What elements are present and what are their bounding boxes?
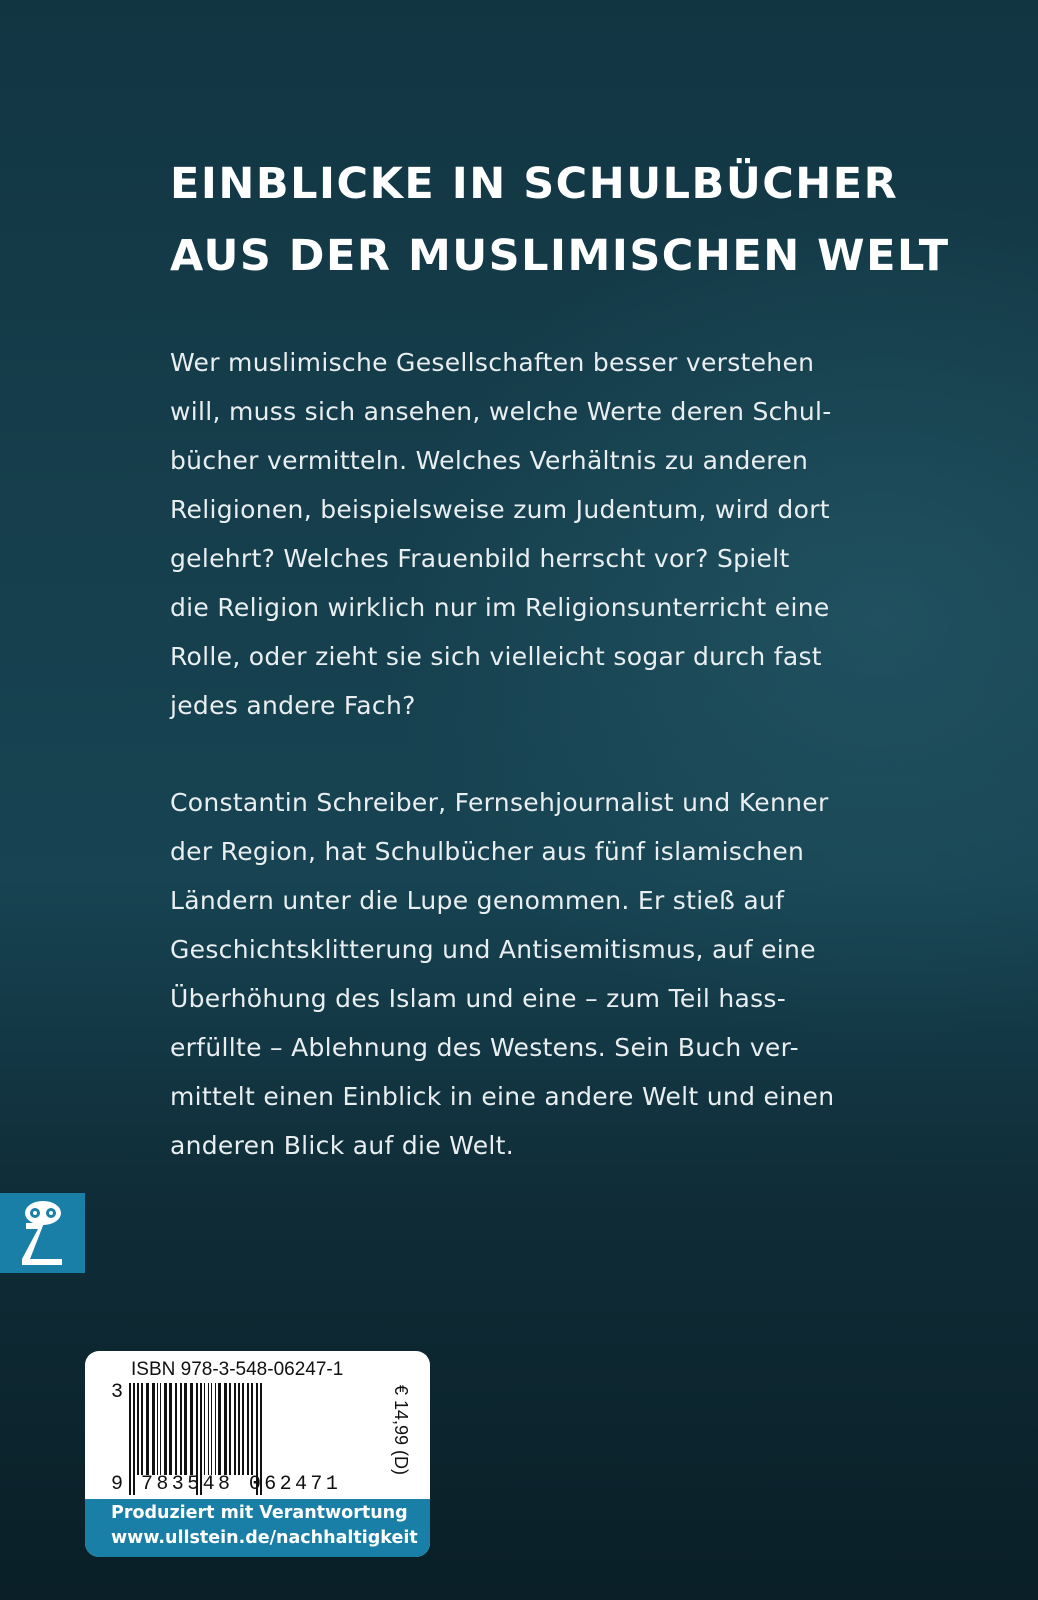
barcode-bar — [190, 1383, 193, 1475]
barcode-bar — [146, 1383, 149, 1475]
text-line: Constantin Schreiber, Fernsehjournalist und Kenner — [170, 788, 829, 817]
blurb-paragraph-2 — [170, 778, 890, 1170]
barcode-bar — [175, 1383, 177, 1475]
publisher-logo — [0, 1193, 85, 1273]
barcode-bar — [211, 1383, 212, 1475]
text-line: anderen Blick auf die Welt. — [170, 1131, 515, 1160]
barcode-bar — [164, 1383, 167, 1475]
isbn-label: ISBN 978-3-548-06247-1 — [131, 1359, 344, 1380]
barcode-bar — [218, 1383, 221, 1475]
text-line: Ländern unter die Lupe genommen. Er stieß auf — [170, 886, 785, 915]
blurb-paragraph-1 — [170, 338, 890, 730]
barcode-bar — [238, 1383, 240, 1475]
barcode-bar — [224, 1383, 227, 1475]
barcode-bar — [215, 1383, 216, 1475]
barcode-bar — [208, 1383, 209, 1475]
headline — [170, 148, 970, 292]
barcode-bar — [242, 1383, 244, 1475]
barcode-bar — [229, 1383, 231, 1475]
text-line: erfüllte – Ablehnung des Westens. Sein Buch ver- — [170, 1033, 799, 1062]
sustainability-strip — [85, 1499, 430, 1557]
barcode-bar — [157, 1383, 158, 1475]
barcode-bar — [247, 1383, 249, 1475]
sustainability-line-1: Produziert mit Verantwortung — [111, 1503, 408, 1523]
barcode-bar — [184, 1383, 187, 1475]
text-line: bücher vermitteln. Welches Verhältnis zu anderen — [170, 446, 809, 475]
sustainability-url[interactable]: www.ullstein.de/nachhaltigkeit — [111, 1528, 418, 1548]
barcode-bar — [152, 1383, 155, 1475]
text-line: Rolle, oder zieht sie sich vielleicht sogar durch fast — [170, 642, 822, 671]
barcode-bar — [141, 1383, 143, 1475]
barcode-bar — [169, 1383, 172, 1475]
barcode-prefix-bottom: 9 — [111, 1473, 124, 1496]
text-line: mittelt einen Einblick in eine andere Welt und einen — [170, 1082, 835, 1111]
barcode-bar — [133, 1383, 135, 1495]
barcode-bar — [160, 1383, 161, 1475]
barcode-bar — [234, 1383, 236, 1475]
barcode-bar — [137, 1383, 139, 1475]
barcode-bar — [129, 1383, 131, 1495]
text-line: Geschichtsklitterung und Antisemitismus, auf eine — [170, 935, 816, 964]
barcode-label — [85, 1351, 430, 1557]
barcode-prefix-top: 3 — [111, 1381, 124, 1404]
text-line: die Religion wirklich nur im Religionsunterricht eine — [170, 593, 830, 622]
text-line: will, muss sich ansehen, welche Werte deren Schul- — [170, 397, 832, 426]
price-label: € 14,99 (D) — [391, 1385, 411, 1476]
text-line: Religionen, beispielsweise zum Judentum, wird dort — [170, 495, 830, 524]
text-line: Überhöhung des Islam und eine – zum Teil hass- — [170, 984, 787, 1013]
barcode-bar — [180, 1383, 182, 1475]
text-line: gelehrt? Welches Frauenbild herrscht vor? Spielt — [170, 544, 790, 573]
text-line: der Region, hat Schulbücher aus fünf islamischen — [170, 837, 805, 866]
barcode-digits: 783548 062471 — [141, 1473, 342, 1496]
barcode-bar — [204, 1383, 205, 1475]
text-line: jedes andere Fach? — [170, 691, 416, 720]
headline-line-2: AUS DER MUSLIMISCHEN WELT — [170, 231, 950, 281]
owl-icon — [22, 1201, 64, 1265]
barcode-bar — [251, 1383, 253, 1475]
headline-line-1: EINBLICKE IN SCHULBÜCHER — [170, 159, 899, 209]
text-line: Wer muslimische Gesellschaften besser verstehen — [170, 348, 815, 377]
